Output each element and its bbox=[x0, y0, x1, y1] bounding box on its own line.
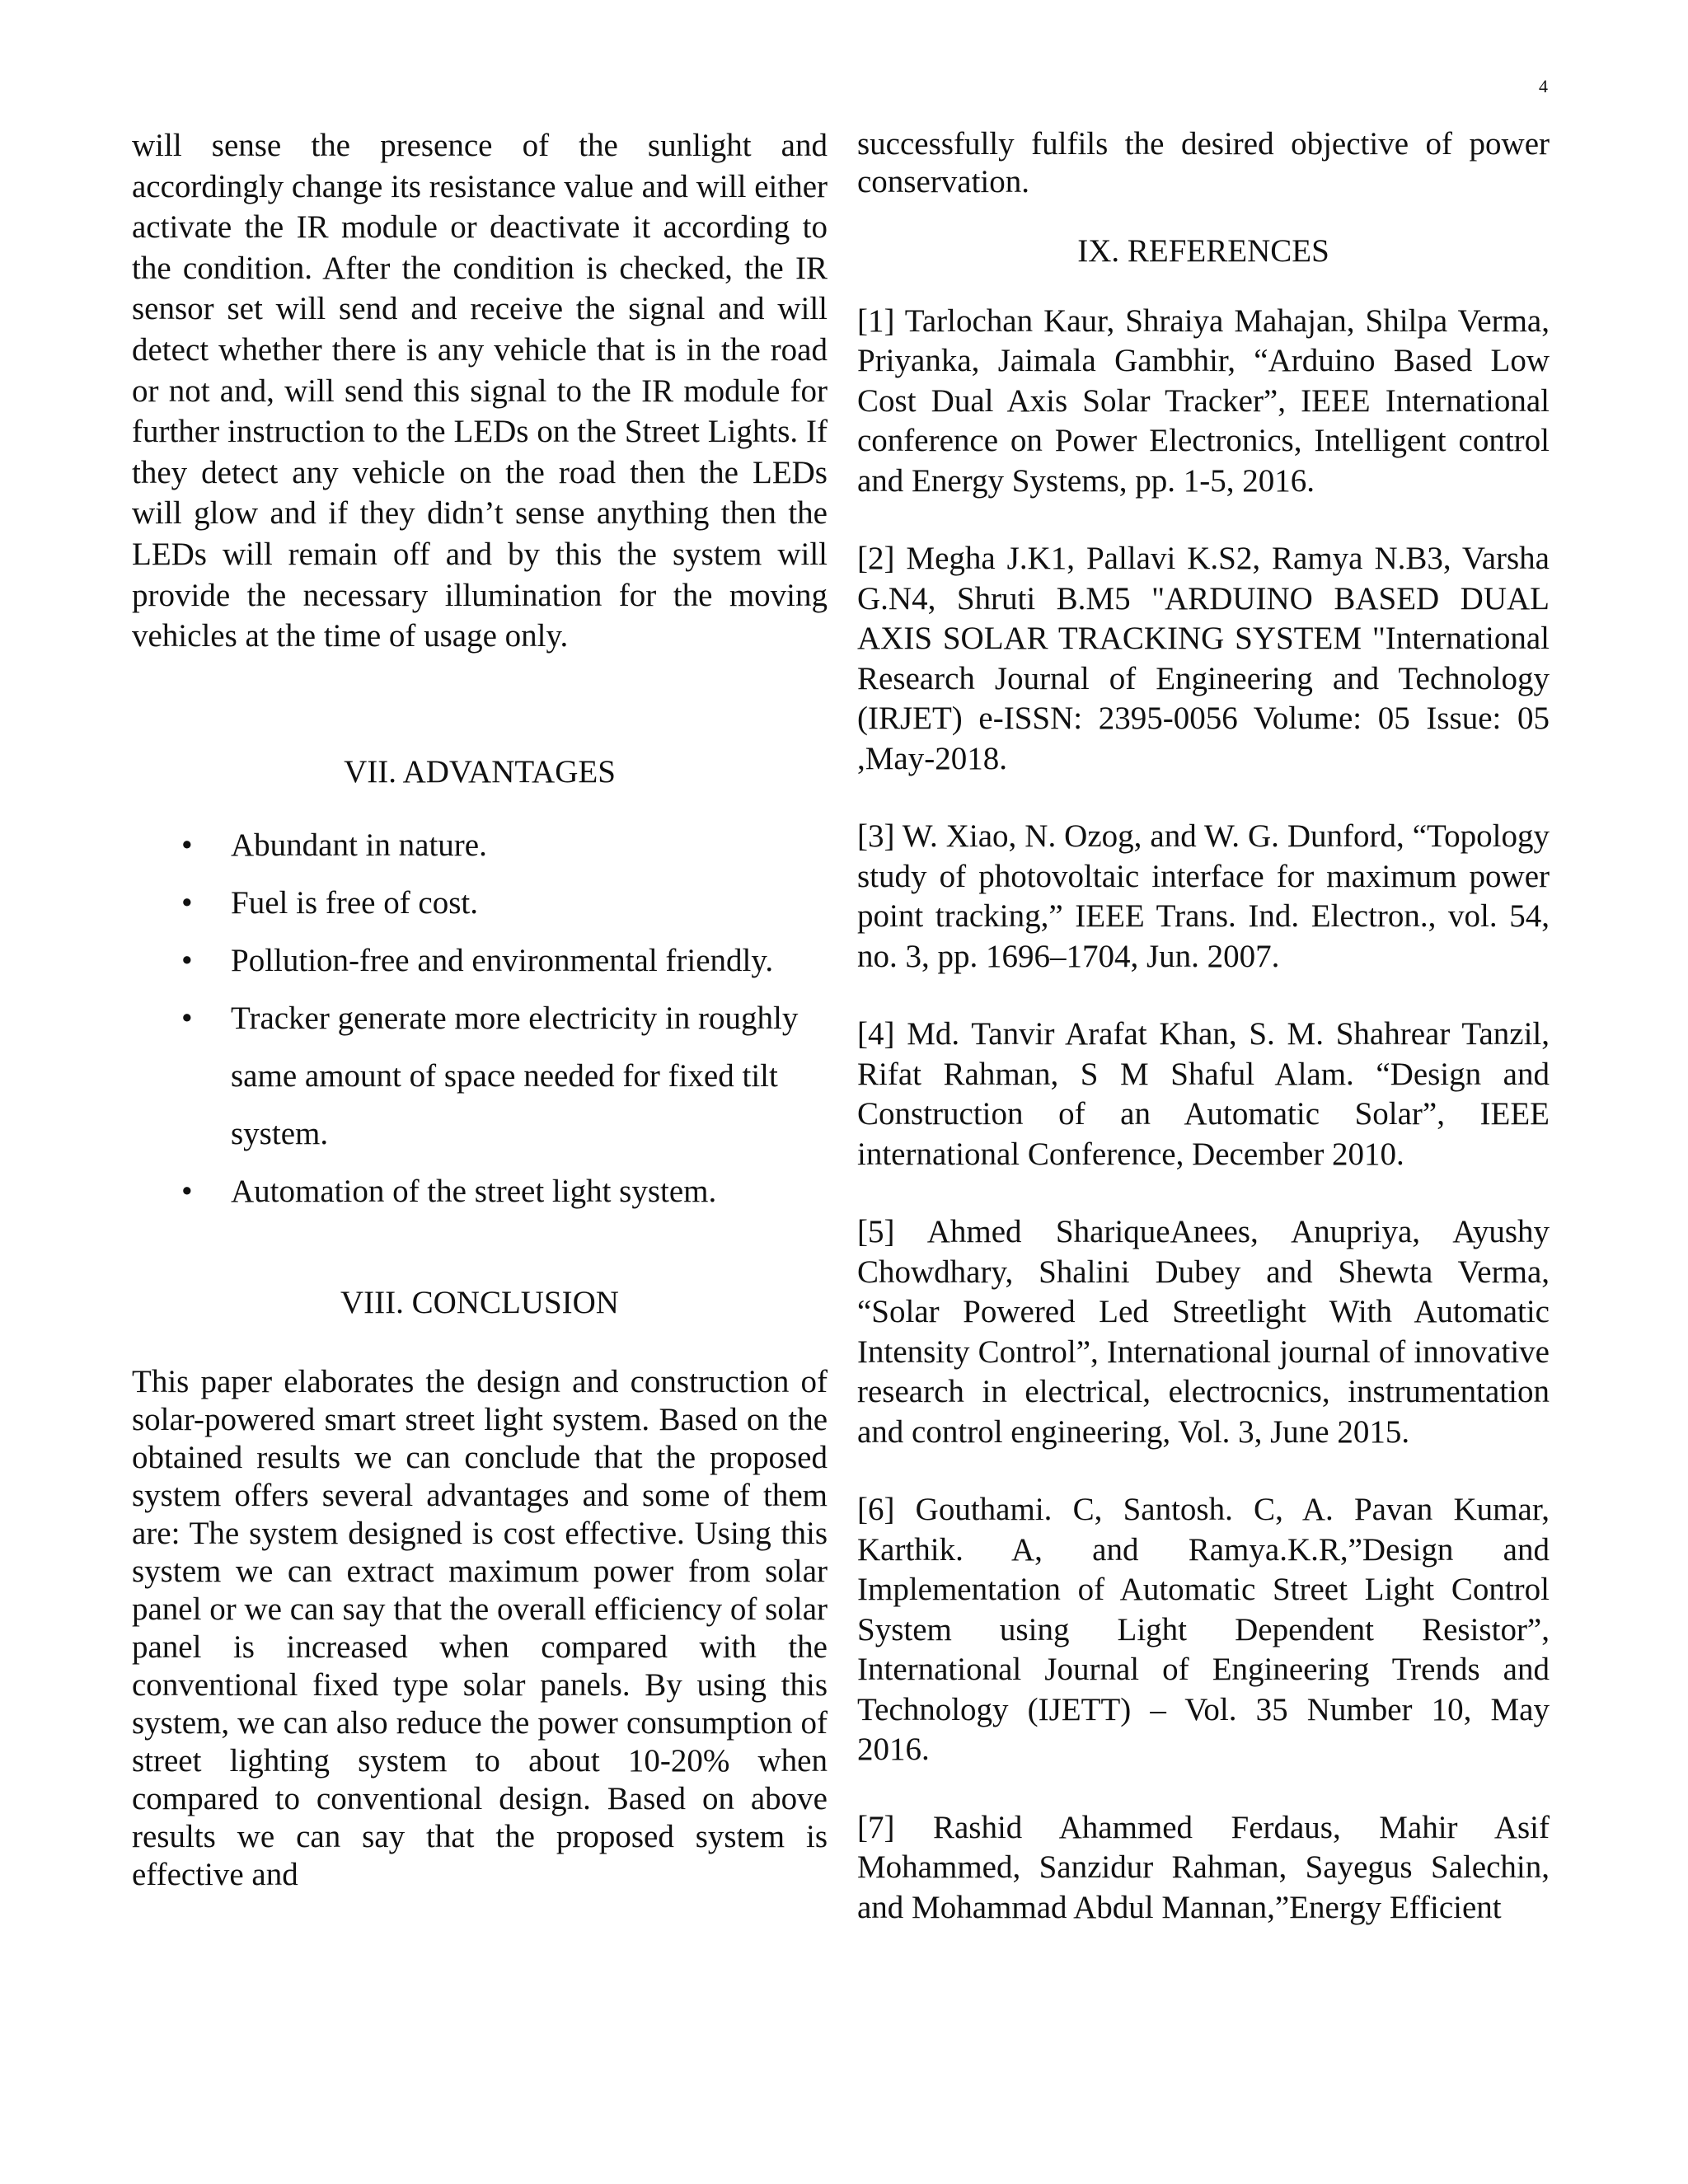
reference-item: [5] Ahmed ShariqueAnees, Anupriya, Ayushy Chowdhary, Shalini Dubey and Shewta Verma, “Solar Powered Led Streetlight With Automatic Intensity Control”, International journal of innovative research in electrical, electrocnics, instrumentation and control engineering, Vol. 3, June 2015. bbox=[857, 1214, 1550, 1450]
conclusion-paragraph: This paper elaborates the design and construction of solar-powered smart street light system. Based on the obtained results we can conclude that the proposed system offers several advantages and some of them are: The system designed is cost effective. Using this system we can extract maximum power from solar panel or we can say that the overall efficiency of solar panel is increased when compared with the conventional fixed type solar panels. By using this system, we can also reduce the power consumption of street lighting system to about 10-20% when compared to conventional design. Based on above results we can say that the proposed system is effective and bbox=[132, 1363, 828, 1892]
list-item: • Fuel is free of cost. bbox=[132, 874, 828, 932]
left-column bbox=[132, 125, 828, 1894]
reference-item: [7] Rashid Ahammed Ferdaus, Mahir Asif Mohammed, Sanzidur Rahman, Sayegus Salechin, and Mohammad Abdul Mannan,”Energy Efficient bbox=[857, 1809, 1550, 1925]
references-heading: IX. REFERENCES bbox=[1077, 233, 1329, 269]
conclusion-heading: VIII. CONCLUSION bbox=[340, 1285, 619, 1321]
list-item: • Tracker generate more electricity in roughly same amount of space needed for fixed tilt system. bbox=[132, 990, 828, 1163]
advantages-heading: VII. ADVANTAGES bbox=[344, 753, 616, 790]
bullet-icon: • bbox=[181, 1174, 193, 1210]
list-item: • Pollution-free and environmental friendly. bbox=[132, 932, 828, 990]
list-item: • Automation of the street light system. bbox=[132, 1163, 828, 1221]
reference-item: [4] Md. Tanvir Arafat Khan, S. M. Shahrear Tanzil, Rifat Rahman, S M Shaful Alam. “Design and Construction of an Automatic Solar”, IEEE international Conference, December 2010. bbox=[857, 1016, 1550, 1172]
advantages-list bbox=[132, 817, 828, 1221]
list-item: • Abundant in nature. bbox=[132, 817, 828, 874]
bullet-icon: • bbox=[181, 1001, 193, 1037]
intro-paragraph: will sense the presence of the sunlight and accordingly change its resistance value and will either activate the IR module or deactivate it according to the condition. After the condition is checked, the IR sensor set will send and receive the signal and will detect whether there is any vehicle that is in the road or not and, will send this signal to the IR module for further instruction to the LEDs on the Street Lights. If they detect any vehicle on the road then the LEDs will glow and if they didn’t sense anything then the LEDs will remain off and by this the system will provide the necessary illumination for the moving vehicles at the time of usage only. bbox=[132, 128, 828, 654]
reference-item: [1] Tarlochan Kaur, Shraiya Mahajan, Shilpa Verma, Priyanka, Jaimala Gambhir, “Arduino Based Low Cost Dual Axis Solar Tracker”, IEEE International conference on Power Electronics, Intelligent control and Energy Systems, pp. 1-5, 2016. bbox=[857, 302, 1550, 499]
continuation-paragraph: successfully fulfils the desired objective of power conservation. bbox=[857, 126, 1550, 199]
page-number: 4 bbox=[1539, 76, 1548, 96]
reference-item: [3] W. Xiao, N. Ozog, and W. G. Dunford, “Topology study of photovoltaic interface for maximum power point tracking,” IEEE Trans. Ind. Electron., vol. 54, no. 3, pp. 1696–1704, Jun. 2007. bbox=[857, 818, 1550, 974]
reference-item: [6] Gouthami. C, Santosh. C, A. Pavan Kumar, Karthik. A, and Ramya.K.R,”Design and Implementation of Automatic Street Light Control System using Light Dependent Resistor”, International Journal of Engineering Trends and Technology (IJETT) – Vol. 35 Number 10, May 2016. bbox=[857, 1492, 1550, 1768]
bullet-icon: • bbox=[181, 885, 193, 921]
bullet-icon: • bbox=[181, 827, 193, 864]
right-column bbox=[857, 125, 1550, 1928]
reference-item: [2] Megha J.K1, Pallavi K.S2, Ramya N.B3, Varsha G.N4, Shruti B.M5 "ARDUINO BASED DUAL AXIS SOLAR TRACKING SYSTEM "International Research Journal of Engineering and Technology (IRJET) e-ISSN: 2395-0056 Volume: 05 Issue: 05 ,May-2018. bbox=[857, 541, 1550, 776]
bullet-icon: • bbox=[181, 943, 193, 979]
